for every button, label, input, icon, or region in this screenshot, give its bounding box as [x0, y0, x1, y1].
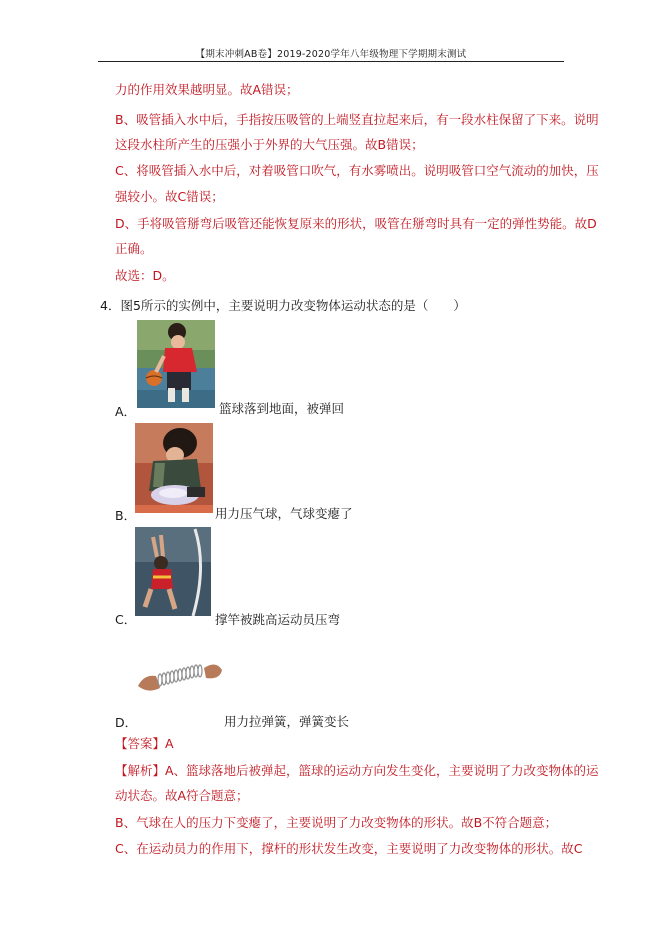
explanation-line: C、将吸管插入水中后，对着吸管口吹气，有水雾喷出。说明吸管口空气流动的加快，压	[115, 163, 599, 178]
option-c-photo	[135, 527, 211, 616]
option-a-caption: 篮球落到地面，被弹回	[219, 401, 345, 416]
option-b-photo	[135, 423, 213, 513]
question-number: 4．	[100, 298, 121, 313]
option-a-letter: A．	[115, 404, 137, 419]
explanation-line: D、手将吸管掰弯后吸管还能恢复原来的形状，吸管在掰弯时具有一定的弹性势能。故D	[115, 216, 597, 231]
explanation-line: B、吸管插入水中后，手指按压吸管的上端竖直拉起来后，有一段水柱保留了下来。说明	[115, 112, 599, 127]
question-4	[100, 296, 466, 314]
explanation-line: 这段水柱所产生的压强小于外界的大气压强。故B错误；	[115, 137, 424, 152]
analysis-line: 【解析】A、篮球落地后被弹起，篮球的运动方向发生变化，主要说明了力改变物体的运	[115, 763, 599, 778]
option-c-caption: 撑竿被跳高运动员压弯	[215, 612, 341, 627]
analysis-line: 动状态。故A符合题意；	[115, 788, 249, 803]
option-c-letter: C．	[115, 612, 137, 627]
page-header: 【期末冲刺AB卷】2019-2020学年八年级物理下学期期末测试	[195, 49, 467, 60]
option-a-photo	[137, 320, 215, 408]
header-rule	[98, 61, 564, 62]
pole-vault-image	[135, 527, 211, 616]
balloon-press-image	[135, 423, 213, 513]
analysis-line: B、气球在人的压力下变瘪了，主要说明了力改变物体的形状。故B不符合题意；	[115, 815, 558, 830]
option-d-letter: D．	[115, 715, 138, 730]
answer-line	[115, 736, 174, 752]
explanation-line: 正确。	[115, 241, 153, 256]
question-text: 图5所示的实例中，主要说明力改变物体运动状态的是（ ）	[120, 298, 466, 313]
option-d-caption: 用力拉弹簧，弹簧变长	[224, 714, 350, 729]
answer-label: 【答案】	[115, 736, 166, 751]
option-b-caption: 用力压气球，气球变瘪了	[215, 506, 353, 521]
basketball-girl-image	[137, 320, 215, 408]
option-d-photo	[134, 650, 224, 698]
option-b-letter: B．	[115, 508, 137, 523]
answer-value: A	[165, 736, 174, 751]
explanation-line: 强较小。故C错误；	[115, 189, 224, 204]
explanation-line: 力的作用效果越明显。故A错误；	[115, 82, 299, 97]
spring-stretch-image	[134, 650, 224, 698]
analysis-line: C、在运动员力的作用下，撑杆的形状发生改变，主要说明了力改变物体的形状。故C	[115, 841, 583, 856]
explanation-line: 故选：D。	[115, 268, 175, 283]
